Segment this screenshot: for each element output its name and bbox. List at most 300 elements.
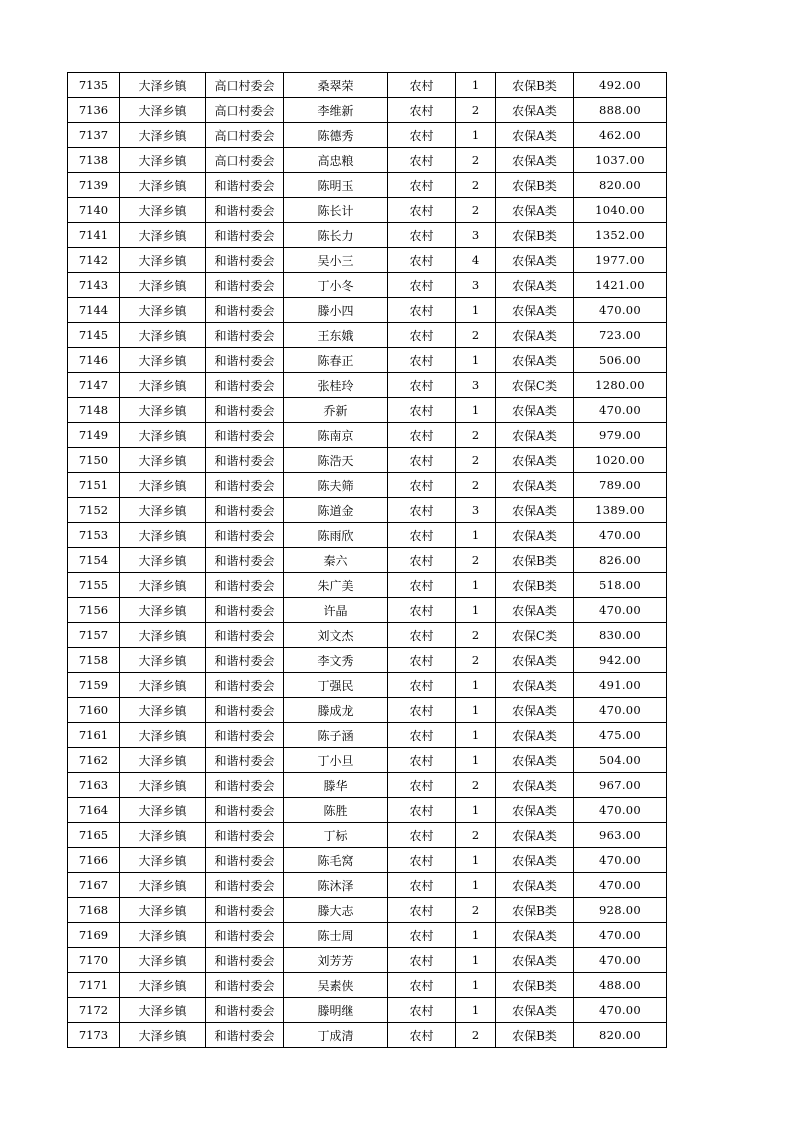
table-row: [68, 323, 667, 348]
household-size-cell: 1: [456, 573, 496, 598]
name-cell: 李文秀: [284, 648, 388, 673]
amount-cell: 820.00: [574, 1023, 667, 1048]
amount-cell: 470.00: [574, 398, 667, 423]
name-cell: 李维新: [284, 98, 388, 123]
record-id-cell: 7154: [68, 548, 120, 573]
area-type-cell: 农村: [388, 723, 456, 748]
insurance-category-cell: 农保B类: [496, 973, 574, 998]
town-cell: 大泽乡镇: [120, 323, 206, 348]
record-id-cell: 7161: [68, 723, 120, 748]
household-size-cell: 2: [456, 773, 496, 798]
area-type-cell: 农村: [388, 298, 456, 323]
record-id-cell: 7142: [68, 248, 120, 273]
village-committee-cell: 和谐村委会: [206, 898, 284, 923]
household-size-cell: 1: [456, 973, 496, 998]
name-cell: 丁强民: [284, 673, 388, 698]
records-table: [67, 72, 667, 1048]
area-type-cell: 农村: [388, 173, 456, 198]
household-size-cell: 1: [456, 998, 496, 1023]
household-size-cell: 1: [456, 298, 496, 323]
household-size-cell: 1: [456, 798, 496, 823]
insurance-category-cell: 农保A类: [496, 648, 574, 673]
town-cell: 大泽乡镇: [120, 273, 206, 298]
village-committee-cell: 和谐村委会: [206, 998, 284, 1023]
table-row: [68, 173, 667, 198]
name-cell: 陈南京: [284, 423, 388, 448]
village-committee-cell: 和谐村委会: [206, 223, 284, 248]
table-row: [68, 248, 667, 273]
insurance-category-cell: 农保B类: [496, 1023, 574, 1048]
village-committee-cell: 和谐村委会: [206, 648, 284, 673]
amount-cell: 888.00: [574, 98, 667, 123]
area-type-cell: 农村: [388, 898, 456, 923]
insurance-category-cell: 农保A类: [496, 923, 574, 948]
village-committee-cell: 和谐村委会: [206, 798, 284, 823]
table-row: [68, 723, 667, 748]
name-cell: 滕成龙: [284, 698, 388, 723]
household-size-cell: 2: [456, 448, 496, 473]
area-type-cell: 农村: [388, 123, 456, 148]
household-size-cell: 2: [456, 173, 496, 198]
amount-cell: 1977.00: [574, 248, 667, 273]
amount-cell: 506.00: [574, 348, 667, 373]
town-cell: 大泽乡镇: [120, 598, 206, 623]
household-size-cell: 2: [456, 548, 496, 573]
table-row: [68, 473, 667, 498]
village-committee-cell: 和谐村委会: [206, 698, 284, 723]
village-committee-cell: 和谐村委会: [206, 248, 284, 273]
household-size-cell: 3: [456, 498, 496, 523]
area-type-cell: 农村: [388, 873, 456, 898]
record-id-cell: 7169: [68, 923, 120, 948]
insurance-category-cell: 农保C类: [496, 373, 574, 398]
town-cell: 大泽乡镇: [120, 898, 206, 923]
amount-cell: 942.00: [574, 648, 667, 673]
area-type-cell: 农村: [388, 698, 456, 723]
insurance-category-cell: 农保A类: [496, 598, 574, 623]
insurance-category-cell: 农保A类: [496, 198, 574, 223]
town-cell: 大泽乡镇: [120, 998, 206, 1023]
name-cell: 秦六: [284, 548, 388, 573]
record-id-cell: 7172: [68, 998, 120, 1023]
insurance-category-cell: 农保A类: [496, 823, 574, 848]
insurance-category-cell: 农保C类: [496, 623, 574, 648]
village-committee-cell: 和谐村委会: [206, 773, 284, 798]
amount-cell: 1040.00: [574, 198, 667, 223]
town-cell: 大泽乡镇: [120, 348, 206, 373]
insurance-category-cell: 农保A类: [496, 273, 574, 298]
insurance-category-cell: 农保A类: [496, 398, 574, 423]
name-cell: 陈浩天: [284, 448, 388, 473]
village-committee-cell: 和谐村委会: [206, 748, 284, 773]
table-row: [68, 948, 667, 973]
area-type-cell: 农村: [388, 273, 456, 298]
amount-cell: 470.00: [574, 998, 667, 1023]
table-body: [68, 73, 667, 1048]
table-row: [68, 448, 667, 473]
table-row: [68, 898, 667, 923]
town-cell: 大泽乡镇: [120, 1023, 206, 1048]
amount-cell: 967.00: [574, 773, 667, 798]
amount-cell: 470.00: [574, 923, 667, 948]
table-row: [68, 798, 667, 823]
town-cell: 大泽乡镇: [120, 748, 206, 773]
town-cell: 大泽乡镇: [120, 673, 206, 698]
village-committee-cell: 和谐村委会: [206, 373, 284, 398]
village-committee-cell: 和谐村委会: [206, 273, 284, 298]
insurance-category-cell: 农保A类: [496, 773, 574, 798]
record-id-cell: 7166: [68, 848, 120, 873]
amount-cell: 820.00: [574, 173, 667, 198]
name-cell: 陈士周: [284, 923, 388, 948]
table-row: [68, 123, 667, 148]
name-cell: 吴小三: [284, 248, 388, 273]
area-type-cell: 农村: [388, 673, 456, 698]
village-committee-cell: 和谐村委会: [206, 548, 284, 573]
area-type-cell: 农村: [388, 148, 456, 173]
insurance-category-cell: 农保A类: [496, 423, 574, 448]
town-cell: 大泽乡镇: [120, 423, 206, 448]
record-id-cell: 7151: [68, 473, 120, 498]
village-committee-cell: 和谐村委会: [206, 473, 284, 498]
town-cell: 大泽乡镇: [120, 623, 206, 648]
name-cell: 许晶: [284, 598, 388, 623]
area-type-cell: 农村: [388, 998, 456, 1023]
town-cell: 大泽乡镇: [120, 573, 206, 598]
insurance-category-cell: 农保A类: [496, 248, 574, 273]
amount-cell: 518.00: [574, 573, 667, 598]
name-cell: 王东娥: [284, 323, 388, 348]
town-cell: 大泽乡镇: [120, 248, 206, 273]
town-cell: 大泽乡镇: [120, 498, 206, 523]
table-row: [68, 73, 667, 98]
town-cell: 大泽乡镇: [120, 523, 206, 548]
town-cell: 大泽乡镇: [120, 798, 206, 823]
area-type-cell: 农村: [388, 973, 456, 998]
amount-cell: 928.00: [574, 898, 667, 923]
table-row: [68, 973, 667, 998]
name-cell: 朱广美: [284, 573, 388, 598]
table-row: [68, 348, 667, 373]
amount-cell: 963.00: [574, 823, 667, 848]
table-row: [68, 648, 667, 673]
table-row: [68, 848, 667, 873]
amount-cell: 504.00: [574, 748, 667, 773]
amount-cell: 470.00: [574, 873, 667, 898]
name-cell: 陈长计: [284, 198, 388, 223]
name-cell: 刘芳芳: [284, 948, 388, 973]
amount-cell: 1352.00: [574, 223, 667, 248]
table-row: [68, 823, 667, 848]
insurance-category-cell: 农保A类: [496, 523, 574, 548]
town-cell: 大泽乡镇: [120, 198, 206, 223]
insurance-category-cell: 农保A类: [496, 448, 574, 473]
name-cell: 丁小冬: [284, 273, 388, 298]
village-committee-cell: 和谐村委会: [206, 848, 284, 873]
insurance-category-cell: 农保A类: [496, 473, 574, 498]
table-row: [68, 373, 667, 398]
town-cell: 大泽乡镇: [120, 148, 206, 173]
table-row: [68, 698, 667, 723]
amount-cell: 462.00: [574, 123, 667, 148]
record-id-cell: 7168: [68, 898, 120, 923]
record-id-cell: 7160: [68, 698, 120, 723]
name-cell: 陈雨欣: [284, 523, 388, 548]
household-size-cell: 1: [456, 698, 496, 723]
table-row: [68, 598, 667, 623]
household-size-cell: 1: [456, 348, 496, 373]
insurance-category-cell: 农保A类: [496, 673, 574, 698]
household-size-cell: 2: [456, 323, 496, 348]
name-cell: 桑翠荣: [284, 73, 388, 98]
name-cell: 高忠粮: [284, 148, 388, 173]
record-id-cell: 7139: [68, 173, 120, 198]
table-row: [68, 198, 667, 223]
town-cell: 大泽乡镇: [120, 648, 206, 673]
town-cell: 大泽乡镇: [120, 398, 206, 423]
name-cell: 滕明继: [284, 998, 388, 1023]
amount-cell: 1037.00: [574, 148, 667, 173]
town-cell: 大泽乡镇: [120, 973, 206, 998]
town-cell: 大泽乡镇: [120, 373, 206, 398]
town-cell: 大泽乡镇: [120, 848, 206, 873]
record-id-cell: 7167: [68, 873, 120, 898]
record-id-cell: 7146: [68, 348, 120, 373]
village-committee-cell: 和谐村委会: [206, 298, 284, 323]
insurance-category-cell: 农保B类: [496, 223, 574, 248]
record-id-cell: 7157: [68, 623, 120, 648]
record-id-cell: 7135: [68, 73, 120, 98]
amount-cell: 830.00: [574, 623, 667, 648]
record-id-cell: 7162: [68, 748, 120, 773]
insurance-category-cell: 农保A类: [496, 323, 574, 348]
amount-cell: 491.00: [574, 673, 667, 698]
record-id-cell: 7143: [68, 273, 120, 298]
amount-cell: 979.00: [574, 423, 667, 448]
name-cell: 陈子涵: [284, 723, 388, 748]
area-type-cell: 农村: [388, 73, 456, 98]
record-id-cell: 7144: [68, 298, 120, 323]
record-id-cell: 7137: [68, 123, 120, 148]
household-size-cell: 3: [456, 273, 496, 298]
record-id-cell: 7147: [68, 373, 120, 398]
amount-cell: 826.00: [574, 548, 667, 573]
town-cell: 大泽乡镇: [120, 548, 206, 573]
town-cell: 大泽乡镇: [120, 948, 206, 973]
village-committee-cell: 高口村委会: [206, 123, 284, 148]
table-row: [68, 623, 667, 648]
record-id-cell: 7173: [68, 1023, 120, 1048]
household-size-cell: 2: [456, 623, 496, 648]
name-cell: 陈夫筛: [284, 473, 388, 498]
village-committee-cell: 和谐村委会: [206, 1023, 284, 1048]
amount-cell: 470.00: [574, 598, 667, 623]
name-cell: 陈道金: [284, 498, 388, 523]
record-id-cell: 7138: [68, 148, 120, 173]
household-size-cell: 2: [456, 823, 496, 848]
area-type-cell: 农村: [388, 598, 456, 623]
table-row: [68, 398, 667, 423]
amount-cell: 1389.00: [574, 498, 667, 523]
amount-cell: 470.00: [574, 698, 667, 723]
household-size-cell: 1: [456, 123, 496, 148]
area-type-cell: 农村: [388, 348, 456, 373]
household-size-cell: 2: [456, 148, 496, 173]
insurance-category-cell: 农保A类: [496, 298, 574, 323]
amount-cell: 470.00: [574, 948, 667, 973]
name-cell: 陈长力: [284, 223, 388, 248]
name-cell: 陈明玉: [284, 173, 388, 198]
table-row: [68, 273, 667, 298]
name-cell: 刘文杰: [284, 623, 388, 648]
insurance-category-cell: 农保A类: [496, 748, 574, 773]
name-cell: 丁小旦: [284, 748, 388, 773]
record-id-cell: 7170: [68, 948, 120, 973]
area-type-cell: 农村: [388, 1023, 456, 1048]
household-size-cell: 1: [456, 73, 496, 98]
town-cell: 大泽乡镇: [120, 448, 206, 473]
insurance-category-cell: 农保B类: [496, 573, 574, 598]
insurance-category-cell: 农保B类: [496, 173, 574, 198]
area-type-cell: 农村: [388, 748, 456, 773]
record-id-cell: 7159: [68, 673, 120, 698]
name-cell: 滕大志: [284, 898, 388, 923]
town-cell: 大泽乡镇: [120, 698, 206, 723]
record-id-cell: 7150: [68, 448, 120, 473]
area-type-cell: 农村: [388, 923, 456, 948]
household-size-cell: 1: [456, 923, 496, 948]
village-committee-cell: 和谐村委会: [206, 873, 284, 898]
household-size-cell: 2: [456, 648, 496, 673]
record-id-cell: 7171: [68, 973, 120, 998]
town-cell: 大泽乡镇: [120, 73, 206, 98]
record-id-cell: 7141: [68, 223, 120, 248]
village-committee-cell: 和谐村委会: [206, 323, 284, 348]
town-cell: 大泽乡镇: [120, 223, 206, 248]
village-committee-cell: 和谐村委会: [206, 198, 284, 223]
village-committee-cell: 高口村委会: [206, 98, 284, 123]
amount-cell: 470.00: [574, 798, 667, 823]
town-cell: 大泽乡镇: [120, 98, 206, 123]
household-size-cell: 1: [456, 748, 496, 773]
record-id-cell: 7145: [68, 323, 120, 348]
record-id-cell: 7136: [68, 98, 120, 123]
amount-cell: 1280.00: [574, 373, 667, 398]
table-row: [68, 548, 667, 573]
name-cell: 滕小四: [284, 298, 388, 323]
village-committee-cell: 和谐村委会: [206, 173, 284, 198]
table-row: [68, 748, 667, 773]
amount-cell: 470.00: [574, 848, 667, 873]
household-size-cell: 2: [456, 198, 496, 223]
area-type-cell: 农村: [388, 423, 456, 448]
record-id-cell: 7153: [68, 523, 120, 548]
area-type-cell: 农村: [388, 248, 456, 273]
household-size-cell: 1: [456, 673, 496, 698]
table-row: [68, 523, 667, 548]
household-size-cell: 1: [456, 523, 496, 548]
table-row: [68, 998, 667, 1023]
table-row: [68, 923, 667, 948]
record-id-cell: 7152: [68, 498, 120, 523]
insurance-category-cell: 农保A类: [496, 98, 574, 123]
household-size-cell: 1: [456, 598, 496, 623]
household-size-cell: 3: [456, 223, 496, 248]
town-cell: 大泽乡镇: [120, 873, 206, 898]
name-cell: 陈德秀: [284, 123, 388, 148]
household-size-cell: 4: [456, 248, 496, 273]
record-id-cell: 7164: [68, 798, 120, 823]
area-type-cell: 农村: [388, 798, 456, 823]
insurance-category-cell: 农保B类: [496, 898, 574, 923]
village-committee-cell: 和谐村委会: [206, 423, 284, 448]
area-type-cell: 农村: [388, 473, 456, 498]
village-committee-cell: 和谐村委会: [206, 948, 284, 973]
area-type-cell: 农村: [388, 848, 456, 873]
name-cell: 陈胜: [284, 798, 388, 823]
table-row: [68, 98, 667, 123]
amount-cell: 492.00: [574, 73, 667, 98]
household-size-cell: 1: [456, 873, 496, 898]
insurance-category-cell: 农保A类: [496, 698, 574, 723]
town-cell: 大泽乡镇: [120, 123, 206, 148]
insurance-category-cell: 农保A类: [496, 123, 574, 148]
amount-cell: 470.00: [574, 523, 667, 548]
town-cell: 大泽乡镇: [120, 923, 206, 948]
table-row: [68, 573, 667, 598]
village-committee-cell: 和谐村委会: [206, 348, 284, 373]
amount-cell: 1020.00: [574, 448, 667, 473]
village-committee-cell: 和谐村委会: [206, 673, 284, 698]
name-cell: 陈毛窝: [284, 848, 388, 873]
village-committee-cell: 高口村委会: [206, 148, 284, 173]
village-committee-cell: 和谐村委会: [206, 448, 284, 473]
insurance-category-cell: 农保B类: [496, 73, 574, 98]
area-type-cell: 农村: [388, 98, 456, 123]
town-cell: 大泽乡镇: [120, 473, 206, 498]
area-type-cell: 农村: [388, 323, 456, 348]
record-id-cell: 7140: [68, 198, 120, 223]
record-id-cell: 7148: [68, 398, 120, 423]
area-type-cell: 农村: [388, 373, 456, 398]
area-type-cell: 农村: [388, 948, 456, 973]
insurance-category-cell: 农保A类: [496, 723, 574, 748]
insurance-category-cell: 农保A类: [496, 998, 574, 1023]
name-cell: 吴素侠: [284, 973, 388, 998]
record-id-cell: 7155: [68, 573, 120, 598]
area-type-cell: 农村: [388, 573, 456, 598]
household-size-cell: 1: [456, 723, 496, 748]
record-id-cell: 7156: [68, 598, 120, 623]
village-committee-cell: 和谐村委会: [206, 398, 284, 423]
household-size-cell: 3: [456, 373, 496, 398]
household-size-cell: 2: [456, 423, 496, 448]
household-size-cell: 2: [456, 473, 496, 498]
amount-cell: 488.00: [574, 973, 667, 998]
record-id-cell: 7163: [68, 773, 120, 798]
amount-cell: 470.00: [574, 298, 667, 323]
name-cell: 张桂玲: [284, 373, 388, 398]
insurance-category-cell: 农保A类: [496, 798, 574, 823]
amount-cell: 475.00: [574, 723, 667, 748]
amount-cell: 789.00: [574, 473, 667, 498]
village-committee-cell: 和谐村委会: [206, 598, 284, 623]
town-cell: 大泽乡镇: [120, 773, 206, 798]
household-size-cell: 1: [456, 948, 496, 973]
village-committee-cell: 和谐村委会: [206, 923, 284, 948]
area-type-cell: 农村: [388, 623, 456, 648]
area-type-cell: 农村: [388, 498, 456, 523]
